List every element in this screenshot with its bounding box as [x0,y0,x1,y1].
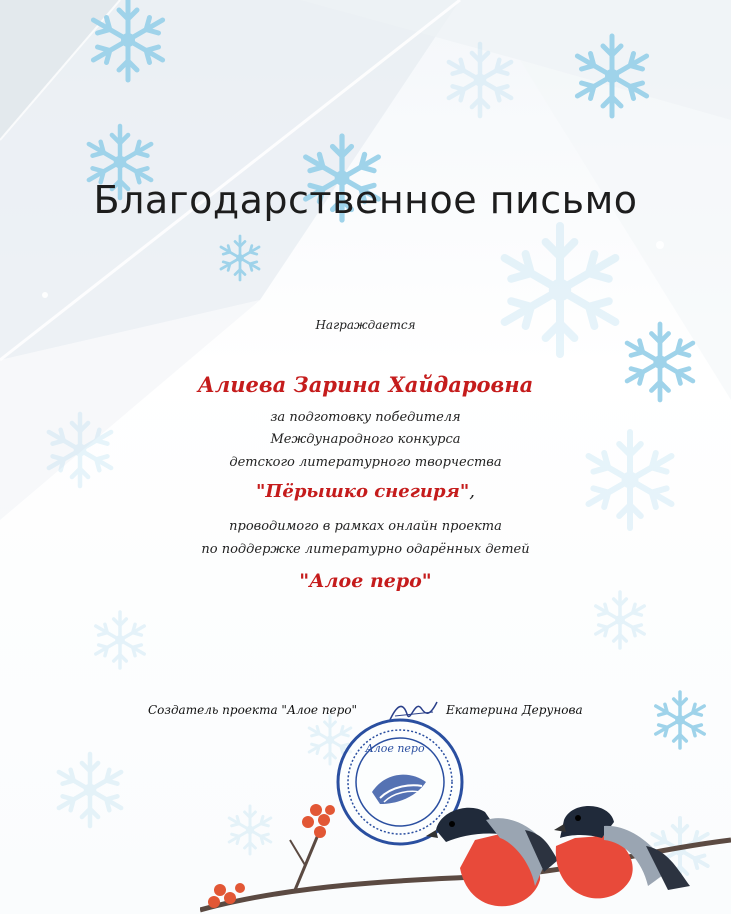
bullfinches-illustration [200,790,731,914]
description-line: по поддержке литературно одарённых детей [201,542,530,557]
certificate-title: Благодарственное письмо [93,178,638,222]
snowflake-icon [93,0,162,80]
contest-comma: , [469,481,475,502]
creator-label: Создатель проекта "Алое перо" [148,703,358,717]
creator-name: Екатерина Дерунова [446,703,583,717]
bullfinch-icon [554,806,690,898]
snowflake-icon [656,692,704,748]
bullfinch-icon [426,808,558,907]
recipient-name: Алиева Зарина Хайдаровна [197,372,534,397]
snowflake-icon [577,36,646,116]
awarded-label: Награждается [315,318,416,332]
project-name: "Алое перо" [299,570,432,592]
description-line: проводимого в рамках онлайн проекта [229,519,502,534]
snowflake-icon [221,236,259,280]
description-line: детского литературного творчества [229,455,502,470]
description-line: за подготовку победителя [270,410,461,425]
stamp-text: Алое перо [365,742,425,755]
contest-name: "Пёрышко снегиря" [255,481,470,502]
contest-name-line [0,481,731,502]
description-line: Международного конкурса [270,432,461,447]
